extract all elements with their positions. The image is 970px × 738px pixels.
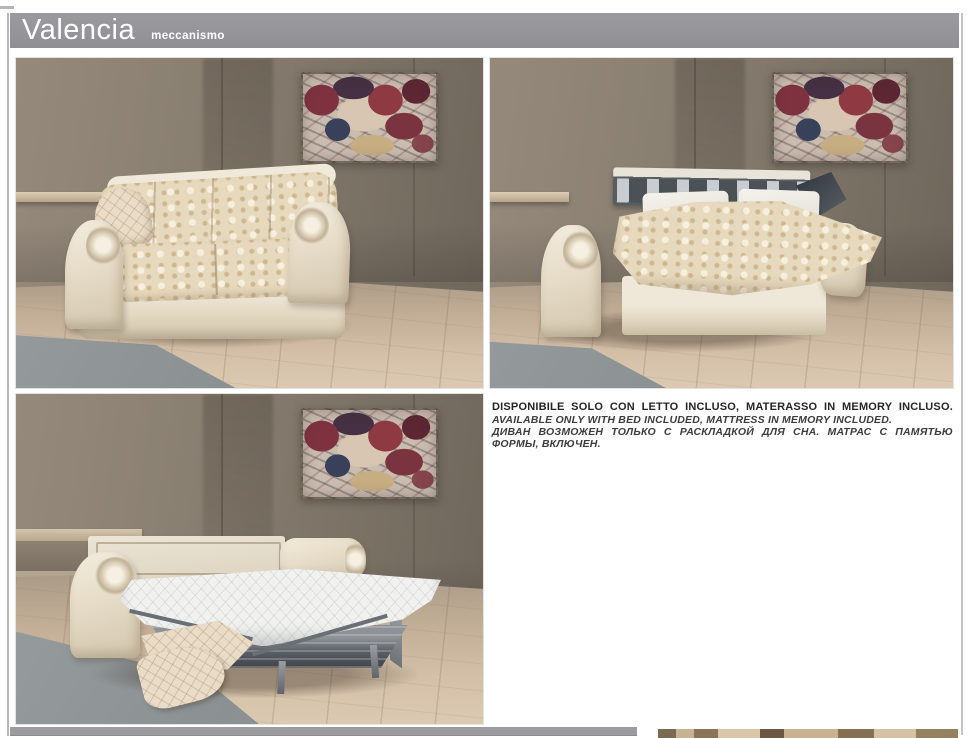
bed-leg	[277, 661, 285, 694]
photo-sofa-bed-open	[16, 394, 483, 724]
arm-scroll	[293, 206, 330, 246]
sofa-left-arm	[65, 220, 123, 329]
sofa-left-arm	[541, 225, 601, 337]
scan-artifact-mark	[0, 6, 14, 9]
note-english: AVAILABLE ONLY WITH BED INCLUDED, MATTRESS IN MEMORY INCLUDED.	[492, 413, 893, 426]
photo-sofa-opening	[490, 58, 953, 388]
availability-note	[492, 401, 953, 450]
note-russian: ДИВАН ВОЗМОЖЕН ТОЛЬКО С РАСКЛАДКОЙ ДЛЯ СНА. МАТРАС С ПАМЯТЬЮ ФОРМЫ, ВКЛЮЧЕН.	[492, 425, 953, 451]
page-title: Valencia	[22, 14, 136, 46]
arm-scroll	[86, 225, 120, 266]
page-header	[10, 13, 959, 48]
seat-seam	[215, 245, 219, 296]
wall-rail	[490, 192, 569, 202]
wall-art-painting	[301, 72, 438, 163]
wall-art-painting	[772, 72, 908, 163]
wall-art-painting	[301, 408, 438, 499]
photo-sofa-closed	[16, 58, 483, 388]
sofa-right-arm	[287, 201, 351, 305]
note-italian: DISPONIBILE SOLO CON LETTO INCLUSO, MATERASSO IN MEMORY INCLUSO.	[492, 401, 953, 413]
page-subtitle: meccanismo	[151, 30, 225, 42]
next-page-header-edge	[10, 727, 637, 736]
next-page-photo-edge	[658, 729, 958, 738]
page-border-right	[961, 13, 963, 735]
page-border-left	[7, 13, 9, 736]
arm-scroll	[563, 230, 598, 273]
